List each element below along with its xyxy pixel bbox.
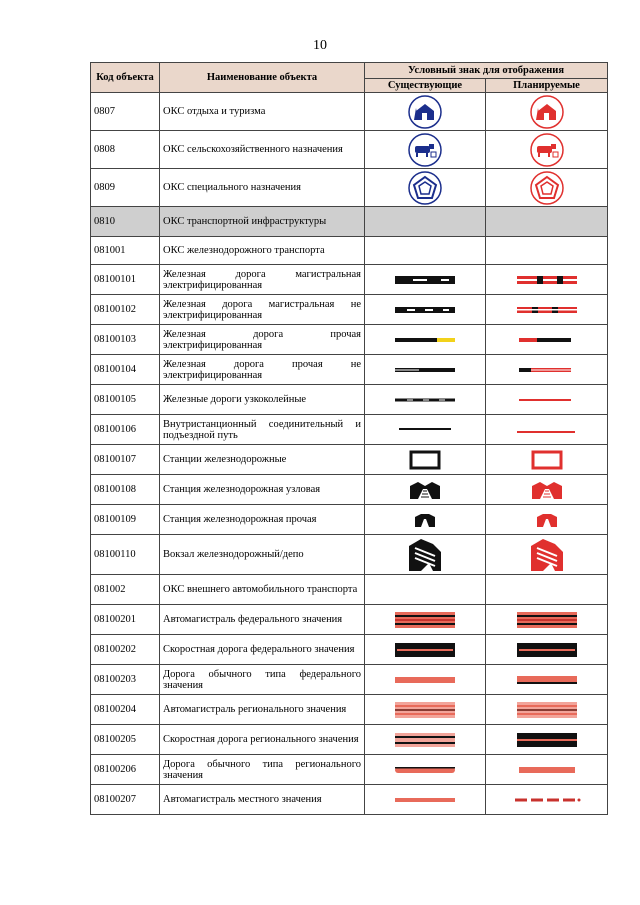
symbol-existing xyxy=(365,355,486,385)
object-code: 08100101 xyxy=(91,265,160,295)
symbol-existing xyxy=(365,415,486,445)
symbol-planned xyxy=(486,535,608,575)
symbol-existing xyxy=(365,475,486,505)
road-regional-express-icon xyxy=(507,731,587,749)
road-regional-ordinary-icon xyxy=(385,764,465,776)
symbol-planned xyxy=(486,265,608,295)
page-number: 10 xyxy=(313,38,327,53)
object-name: Автомагистраль местного значения xyxy=(160,785,365,815)
symbol-existing xyxy=(365,535,486,575)
table-row xyxy=(91,785,608,815)
symbol-existing xyxy=(365,785,486,815)
symbol-planned xyxy=(486,785,608,815)
rail-main-electrified-icon xyxy=(507,273,587,287)
symbol-existing xyxy=(365,725,486,755)
object-name: ОКС железнодорожного транспорта xyxy=(160,237,365,265)
header-name: Наименование объекта xyxy=(160,63,365,93)
rail-main-electrified-icon xyxy=(385,273,465,287)
table-row xyxy=(91,295,608,325)
rail-other-station-icon xyxy=(385,510,465,530)
road-federal-ordinary-icon xyxy=(385,674,465,686)
symbol-planned xyxy=(486,605,608,635)
road-regional-ordinary-icon xyxy=(507,764,587,776)
symbol-planned xyxy=(486,207,608,237)
rail-other-electrified-icon xyxy=(507,335,587,345)
table-row xyxy=(91,355,608,385)
table-row xyxy=(91,93,608,131)
symbol-existing xyxy=(365,695,486,725)
rail-narrow-gauge-icon xyxy=(507,396,587,404)
table-row xyxy=(91,169,608,207)
road-local-motorway-icon xyxy=(507,795,587,805)
object-name: Внутристанционный соединительный и подъездной путь xyxy=(160,415,365,445)
symbol-planned xyxy=(486,131,608,169)
table-row xyxy=(91,665,608,695)
symbol-existing xyxy=(365,237,486,265)
object-code: 08100204 xyxy=(91,695,160,725)
symbol-planned xyxy=(486,415,608,445)
symbol-planned xyxy=(486,505,608,535)
agriculture-cow-icon xyxy=(529,132,565,168)
table-row xyxy=(91,265,608,295)
object-code: 08100106 xyxy=(91,415,160,445)
object-name: Железные дороги узкоколейные xyxy=(160,385,365,415)
symbol-planned xyxy=(486,725,608,755)
agriculture-cow-icon xyxy=(407,132,443,168)
table-row xyxy=(91,575,608,605)
object-code: 08100110 xyxy=(91,535,160,575)
symbol-planned xyxy=(486,93,608,131)
object-code: 081002 xyxy=(91,575,160,605)
rail-station-icon xyxy=(385,449,465,471)
object-code: 08100207 xyxy=(91,785,160,815)
road-federal-express-icon xyxy=(507,641,587,659)
symbol-planned xyxy=(486,665,608,695)
object-name: Скоростная дорога регионального значения xyxy=(160,725,365,755)
object-code: 08100203 xyxy=(91,665,160,695)
object-code: 0809 xyxy=(91,169,160,207)
table-row xyxy=(91,237,608,265)
symbol-existing xyxy=(365,325,486,355)
table-row xyxy=(91,385,608,415)
object-code: 08100107 xyxy=(91,445,160,475)
object-code: 08100104 xyxy=(91,355,160,385)
symbol-planned xyxy=(486,445,608,475)
object-name: Скоростная дорога федерального значения xyxy=(160,635,365,665)
rail-main-nonelectrified-icon xyxy=(507,304,587,316)
object-name: ОКС специального назначения xyxy=(160,169,365,207)
road-federal-motorway-icon xyxy=(385,610,465,630)
object-name: ОКС транспортной инфраструктуры xyxy=(160,207,365,237)
tourism-house-icon xyxy=(529,94,565,130)
symbol-existing xyxy=(365,265,486,295)
table-body xyxy=(91,93,608,815)
road-federal-motorway-icon xyxy=(507,610,587,630)
road-regional-motorway-icon xyxy=(507,700,587,720)
symbol-existing xyxy=(365,635,486,665)
object-name: ОКС сельскохозяйственного назначения xyxy=(160,131,365,169)
symbol-existing xyxy=(365,385,486,415)
object-name: ОКС отдыха и туризма xyxy=(160,93,365,131)
table-row xyxy=(91,505,608,535)
object-name: Железная дорога магистральная электрифицированная xyxy=(160,265,365,295)
symbol-existing xyxy=(365,505,486,535)
table-row xyxy=(91,207,608,237)
symbol-planned xyxy=(486,385,608,415)
table-row xyxy=(91,755,608,785)
table-row xyxy=(91,695,608,725)
symbol-planned xyxy=(486,169,608,207)
table-row xyxy=(91,131,608,169)
object-name: ОКС внешнего автомобильного транспорта xyxy=(160,575,365,605)
symbol-planned xyxy=(486,695,608,725)
rail-main-nonelectrified-icon xyxy=(385,304,465,316)
rail-station-icon xyxy=(507,449,587,471)
road-regional-express-icon xyxy=(385,731,465,749)
table-row xyxy=(91,325,608,355)
symbol-existing xyxy=(365,295,486,325)
object-code: 081001 xyxy=(91,237,160,265)
rail-other-station-icon xyxy=(507,510,587,530)
object-name: Станция железнодорожная прочая xyxy=(160,505,365,535)
table-row xyxy=(91,535,608,575)
object-name: Автомагистраль регионального значения xyxy=(160,695,365,725)
rail-narrow-gauge-icon xyxy=(385,396,465,404)
rail-other-electrified-icon xyxy=(385,335,465,345)
symbol-planned xyxy=(486,575,608,605)
object-name: Железная дорога прочая электрифицированная xyxy=(160,325,365,355)
symbol-existing xyxy=(365,169,486,207)
header-code: Код объекта xyxy=(91,63,160,93)
symbol-planned xyxy=(486,475,608,505)
symbol-planned xyxy=(486,237,608,265)
object-code: 08100206 xyxy=(91,755,160,785)
symbol-planned xyxy=(486,355,608,385)
special-pentagon-icon xyxy=(529,170,565,206)
object-code: 08100205 xyxy=(91,725,160,755)
object-code: 08100109 xyxy=(91,505,160,535)
object-code: 08100108 xyxy=(91,475,160,505)
header-planned: Планируемые xyxy=(486,79,608,93)
symbol-existing xyxy=(365,93,486,131)
legend-table xyxy=(90,62,608,815)
tourism-house-icon xyxy=(407,94,443,130)
road-federal-express-icon xyxy=(385,641,465,659)
symbol-existing xyxy=(365,575,486,605)
symbol-existing xyxy=(365,445,486,475)
object-code: 0810 xyxy=(91,207,160,237)
object-code: 0807 xyxy=(91,93,160,131)
table-row xyxy=(91,725,608,755)
table-row xyxy=(91,415,608,445)
rail-junction-station-icon xyxy=(385,478,465,502)
object-name: Станция железнодорожная узловая xyxy=(160,475,365,505)
rail-depot-icon xyxy=(507,536,587,574)
header-symbol: Условный знак для отображения xyxy=(365,63,608,79)
table-row xyxy=(91,635,608,665)
table-row xyxy=(91,605,608,635)
special-pentagon-icon xyxy=(407,170,443,206)
road-regional-motorway-icon xyxy=(385,700,465,720)
object-code: 08100201 xyxy=(91,605,160,635)
table-row xyxy=(91,445,608,475)
symbol-planned xyxy=(486,755,608,785)
rail-other-nonelectrified-icon xyxy=(507,365,587,375)
rail-siding-icon xyxy=(507,426,587,434)
symbol-existing xyxy=(365,207,486,237)
rail-siding-icon xyxy=(385,426,465,434)
symbol-planned xyxy=(486,325,608,355)
object-name: Вокзал железнодорожный/депо xyxy=(160,535,365,575)
object-code: 08100102 xyxy=(91,295,160,325)
symbol-existing xyxy=(365,131,486,169)
table-row xyxy=(91,475,608,505)
header-existing: Существующие xyxy=(365,79,486,93)
object-name: Дорога обычного типа регионального значения xyxy=(160,755,365,785)
object-name: Железная дорога прочая не электрифицированная xyxy=(160,355,365,385)
object-code: 08100103 xyxy=(91,325,160,355)
symbol-existing xyxy=(365,605,486,635)
object-code: 08100105 xyxy=(91,385,160,415)
rail-junction-station-icon xyxy=(507,478,587,502)
symbol-existing xyxy=(365,665,486,695)
object-name: Дорога обычного типа федерального значения xyxy=(160,665,365,695)
road-local-motorway-icon xyxy=(385,795,465,805)
object-code: 0808 xyxy=(91,131,160,169)
rail-other-nonelectrified-icon xyxy=(385,365,465,375)
symbol-planned xyxy=(486,635,608,665)
road-federal-ordinary-icon xyxy=(507,674,587,686)
rail-depot-icon xyxy=(385,536,465,574)
symbol-existing xyxy=(365,755,486,785)
object-code: 08100202 xyxy=(91,635,160,665)
object-name: Железная дорога магистральная не электрифицированная xyxy=(160,295,365,325)
object-name: Станции железнодорожные xyxy=(160,445,365,475)
symbol-planned xyxy=(486,295,608,325)
object-name: Автомагистраль федерального значения xyxy=(160,605,365,635)
